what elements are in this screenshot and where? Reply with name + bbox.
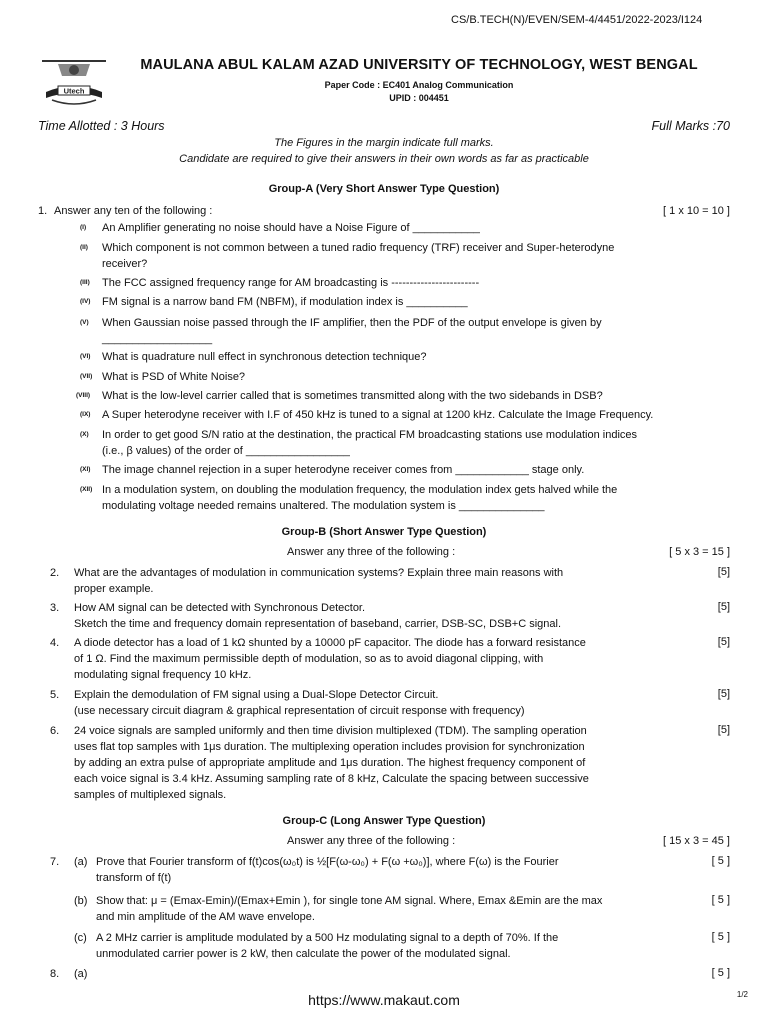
- sub-question-number: (II): [80, 244, 88, 251]
- sub-part-label: (a): [74, 968, 88, 980]
- upid: UPID : 004451: [389, 93, 449, 103]
- question-marks: [5]: [717, 601, 730, 613]
- question-text: A diode detector has a load of 1 kΩ shunted by a 10000 pF capacitor. The diode has a forward resistance: [74, 637, 586, 649]
- question-number: 3.: [50, 602, 60, 614]
- university-name: MAULANA ABUL KALAM AZAD UNIVERSITY OF TECHNOLOGY, WEST BENGAL: [140, 57, 698, 73]
- sub-question-text: In order to get good S/N ratio at the destination, the practical FM broadcasting stations use modulation indices: [102, 429, 638, 441]
- sub-question-text: (i.e., β values) of the order of _________________: [102, 445, 350, 457]
- group-c-title: Group-C (Long Answer Type Question): [282, 815, 486, 827]
- question-marks: [5]: [717, 566, 730, 578]
- sub-question-number: (V): [80, 319, 89, 326]
- sub-part-label: (a): [74, 856, 88, 868]
- question-text: modulating signal frequency 10 kHz.: [74, 669, 252, 681]
- sub-question-text: An Amplifier generating no noise should have a Noise Figure of ___________: [102, 222, 480, 234]
- sub-question-text: What is quadrature null effect in synchronous detection technique?: [102, 351, 427, 363]
- question-1-number: 1.: [38, 205, 48, 217]
- question-marks: [ 5 ]: [711, 931, 730, 943]
- question-number: 7.: [50, 856, 60, 868]
- question-text: of 1 Ω. Find the maximum permissible depth of modulation, so as to avoid diagonal clipping, with: [74, 653, 544, 665]
- question-text: Prove that Fourier transform of f(t)cos(ω₀t) is ½[F(ω-ω₀) + F(ω +ω₀)], where F(ω) is the Fourier: [96, 856, 559, 868]
- sub-question-text: FM signal is a narrow band FM (NBFM), if modulation index is __________: [102, 296, 468, 308]
- sub-question-text: modulating voltage needed remains unaltered. The modulation system is ______________: [102, 500, 545, 512]
- question-number: 5.: [50, 689, 60, 701]
- page-number: 1/2: [736, 990, 748, 999]
- question-text: transform of f(t): [96, 872, 172, 884]
- question-marks: [5]: [717, 688, 730, 700]
- question-text: Sketch the time and frequency domain representation of baseband, carrier, DSB-SC, DSB+C signal.: [74, 618, 562, 630]
- sub-question-number: (XII): [80, 486, 93, 493]
- question-text: samples of multiplexed signals.: [74, 789, 227, 801]
- sub-question-number: (III): [80, 279, 90, 286]
- sub-question-text: The FCC assigned frequency range for AM broadcasting is ------------------------: [102, 277, 480, 289]
- question-text: by adding an extra pulse of appropriate amplitude and 1μs duration. The highest frequency component of: [74, 757, 586, 769]
- sub-question-number: (X): [80, 431, 89, 438]
- question-text: Show that: μ = (Emax-Emin)/(Emax+Emin ), for single tone AM signal. Where, Emax &Emin are the max: [96, 895, 603, 907]
- group-b-title: Group-B (Short Answer Type Question): [281, 526, 487, 538]
- group-b-instruction: Answer any three of the following :: [287, 546, 456, 558]
- sub-question-text: The image channel rejection in a super heterodyne receiver comes from ____________ stage only.: [102, 464, 585, 476]
- sub-question-number: (XI): [80, 466, 91, 473]
- sub-question-number: (I): [80, 224, 87, 231]
- instruction-note-1: The Figures in the margin indicate full marks.: [274, 137, 494, 149]
- question-marks: [ 5 ]: [711, 894, 730, 906]
- sub-question-text: In a modulation system, on doubling the modulation frequency, the modulation index gets halved while the: [102, 484, 618, 496]
- question-text: How AM signal can be detected with Synchronous Detector.: [74, 602, 366, 614]
- question-number: 4.: [50, 637, 60, 649]
- sub-question-text: What is the low-level carrier called that is sometimes transmitted along with the two sidebands in DSB?: [102, 390, 603, 402]
- sub-question-text: __________________: [102, 333, 213, 345]
- sub-part-label: (c): [74, 932, 87, 944]
- sub-question-number: (IV): [80, 298, 91, 305]
- paper-subject: Paper Code : EC401 Analog Communication: [324, 80, 514, 90]
- question-marks: [ 5 ]: [711, 967, 730, 979]
- footer-url[interactable]: https://www.makaut.com: [308, 992, 460, 1008]
- group-a-title: Group-A (Very Short Answer Type Question): [268, 183, 500, 195]
- svg-text:Utech: Utech: [63, 86, 85, 96]
- sub-question-text: When Gaussian noise passed through the IF amplifier, then the PDF of the output envelope is given by: [102, 317, 602, 329]
- group-a-instruction: Answer any ten of the following :: [54, 205, 213, 217]
- question-text: each voice signal is 3.4 kHz. Assuming sampling rate of 8 kHz, Calculate the spacing between successive: [74, 773, 589, 785]
- sub-question-text: receiver?: [102, 258, 148, 270]
- sub-question-number: (IX): [80, 411, 91, 418]
- sub-question-number: (VIII): [76, 392, 91, 399]
- group-c-instruction: Answer any three of the following :: [287, 835, 456, 847]
- paper-code-reference: CS/B.TECH(N)/EVEN/SEM-4/4451/2022-2023/I124: [451, 14, 703, 26]
- group-a-marks: [ 1 x 10 = 10 ]: [663, 205, 730, 217]
- sub-question-text: Which component is not common between a tuned radio frequency (TRF) receiver and Super-heterodyne: [102, 242, 615, 254]
- question-marks: [ 5 ]: [711, 855, 730, 867]
- sub-question-number: (VI): [80, 353, 91, 360]
- question-text: What are the advantages of modulation in communication systems? Explain three main reasons with: [74, 567, 564, 579]
- full-marks: Full Marks :70: [651, 119, 730, 133]
- question-text: and min amplitude of the AM wave envelope.: [96, 911, 315, 923]
- question-text: Explain the demodulation of FM signal using a Dual-Slope Detector Circuit.: [74, 689, 439, 701]
- question-text: unmodulated carrier power is 2 kW, then calculate the power of the modulated signal.: [96, 948, 511, 960]
- question-text: (use necessary circuit diagram & graphical representation of circuit response with frequency): [74, 705, 525, 717]
- question-number: 6.: [50, 725, 60, 737]
- time-allotted: Time Allotted : 3 Hours: [38, 119, 165, 133]
- group-b-marks: [ 5 x 3 = 15 ]: [669, 546, 730, 558]
- question-marks: [5]: [717, 724, 730, 736]
- sub-part-label: (b): [74, 895, 88, 907]
- question-text: uses flat top samples with 1μs duration. The multiplexing operation includes provision for synchronization: [74, 741, 585, 753]
- instruction-note-2: Candidate are required to give their answers in their own words as far as practicable: [179, 153, 589, 165]
- question-text: proper example.: [74, 583, 154, 595]
- sub-question-text: A Super heterodyne receiver with I.F of 450 kHz is tuned to a signal at 1200 kHz. Calculate the Image Frequency.: [102, 409, 654, 421]
- question-number: 8.: [50, 968, 60, 980]
- question-number: 2.: [50, 567, 60, 579]
- sub-question-number: (VII): [80, 373, 93, 380]
- question-text: 24 voice signals are sampled uniformly and then time division multiplexed (TDM). The sampling operation: [74, 725, 587, 737]
- sub-question-text: What is PSD of White Noise?: [102, 371, 246, 383]
- question-marks: [5]: [717, 636, 730, 648]
- question-text: A 2 MHz carrier is amplitude modulated by a 500 Hz modulating signal to a depth of 70%. If the: [96, 932, 559, 944]
- group-c-marks: [ 15 x 3 = 45 ]: [663, 835, 730, 847]
